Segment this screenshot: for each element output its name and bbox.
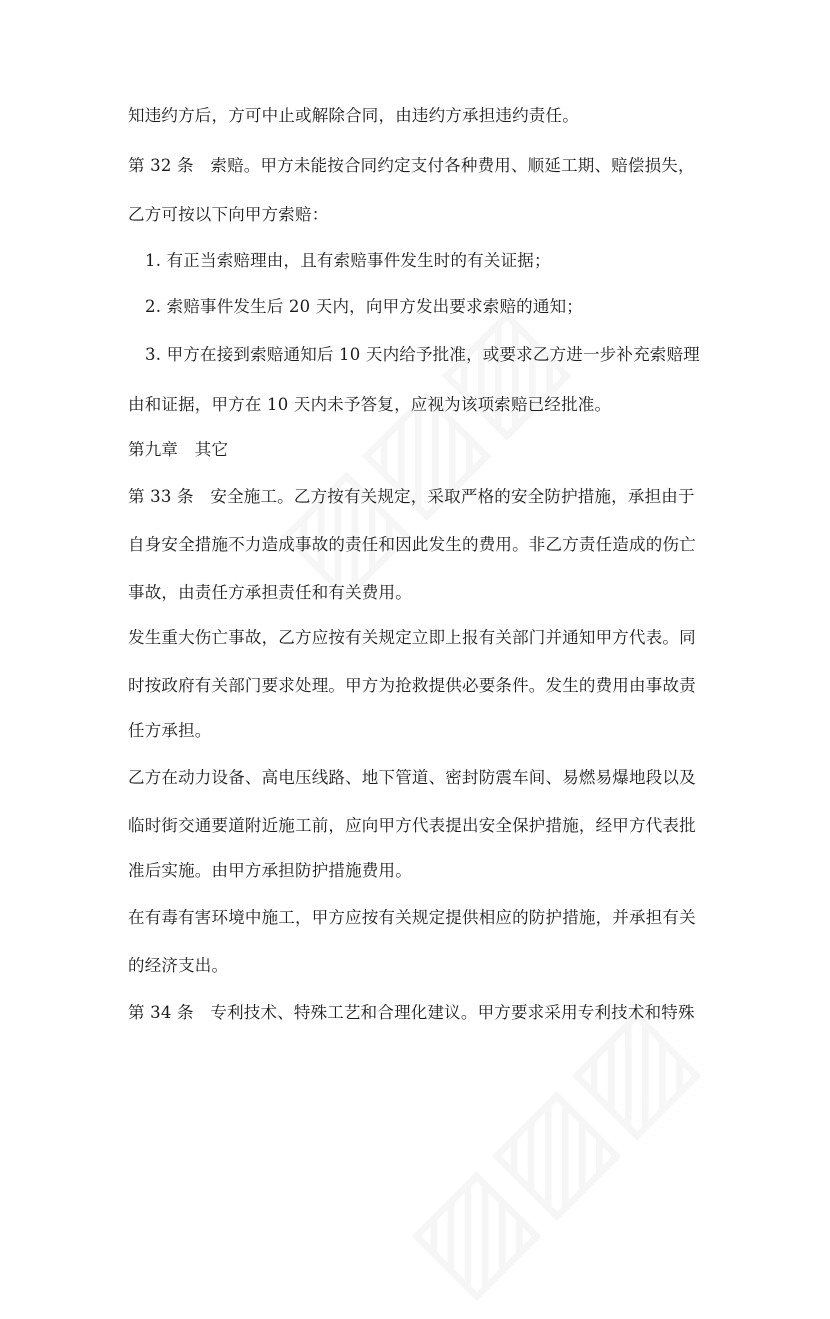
watermark-mark: [381, 980, 720, 1319]
chapter-heading: 第九章 其它: [128, 440, 229, 459]
article-33-heading: 第 33 条 安全施工。乙方按有关规定，采取严格的安全防护措施，承担由于: [128, 487, 695, 506]
paragraph-line: 时按政府有关部门要求处理。甲方为抢救提供必要条件。发生的费用由事故责: [128, 676, 696, 695]
list-item: 1. 有正当索赔理由，且有索赔事件发生时的有关证据；: [145, 251, 551, 270]
article-34-heading: 第 34 条 专利技术、特殊工艺和合理化建议。甲方要求采用专利技术和特殊: [128, 1003, 695, 1022]
paragraph-line: 乙方可按以下向甲方索赔：: [128, 205, 329, 224]
paragraph-line: 的经济支出。: [128, 956, 229, 975]
list-item: 3. 甲方在接到索赔通知后 10 天内给予批准，或要求乙方进一步补充索赔理: [145, 345, 700, 364]
paragraph-line: 发生重大伤亡事故，乙方应按有关规定立即上报有关部门并通知甲方代表。同: [128, 628, 696, 647]
paragraph-line: 知违约方后，方可中止或解除合同，由违约方承担违约责任。: [128, 106, 579, 125]
paragraph-line: 乙方在动力设备、高电压线路、地下管道、密封防震车间、易燃易爆地段以及: [128, 768, 696, 787]
list-item: 2. 索赔事件发生后 20 天内，向甲方发出要求索赔的通知；: [145, 297, 583, 316]
article-32-heading: 第 32 条 索赔。甲方未能按合同约定支付各种费用、顺延工期、赔偿损失，: [128, 156, 695, 175]
paragraph-line: 自身安全措施不力造成事故的责任和因此发生的费用。非乙方责任造成的伤亡: [128, 535, 696, 554]
paragraph-line: 事故，由责任方承担责任和有关费用。: [128, 583, 412, 602]
paragraph-line: 临时街交通要道附近施工前，应向甲方代表提出安全保护措施，经甲方代表批: [128, 816, 696, 835]
paragraph-line: 任方承担。: [128, 721, 212, 740]
paragraph-line: 准后实施。由甲方承担防护措施费用。: [128, 861, 412, 880]
paragraph-line: 在有毒有害环境中施工，甲方应按有关规定提供相应的防护措施，并承担有关: [128, 908, 696, 927]
paragraph-line: 由和证据，甲方在 10 天内未予答复，应视为该项索赔已经批准。: [128, 395, 612, 414]
watermark-mark: [251, 280, 590, 619]
